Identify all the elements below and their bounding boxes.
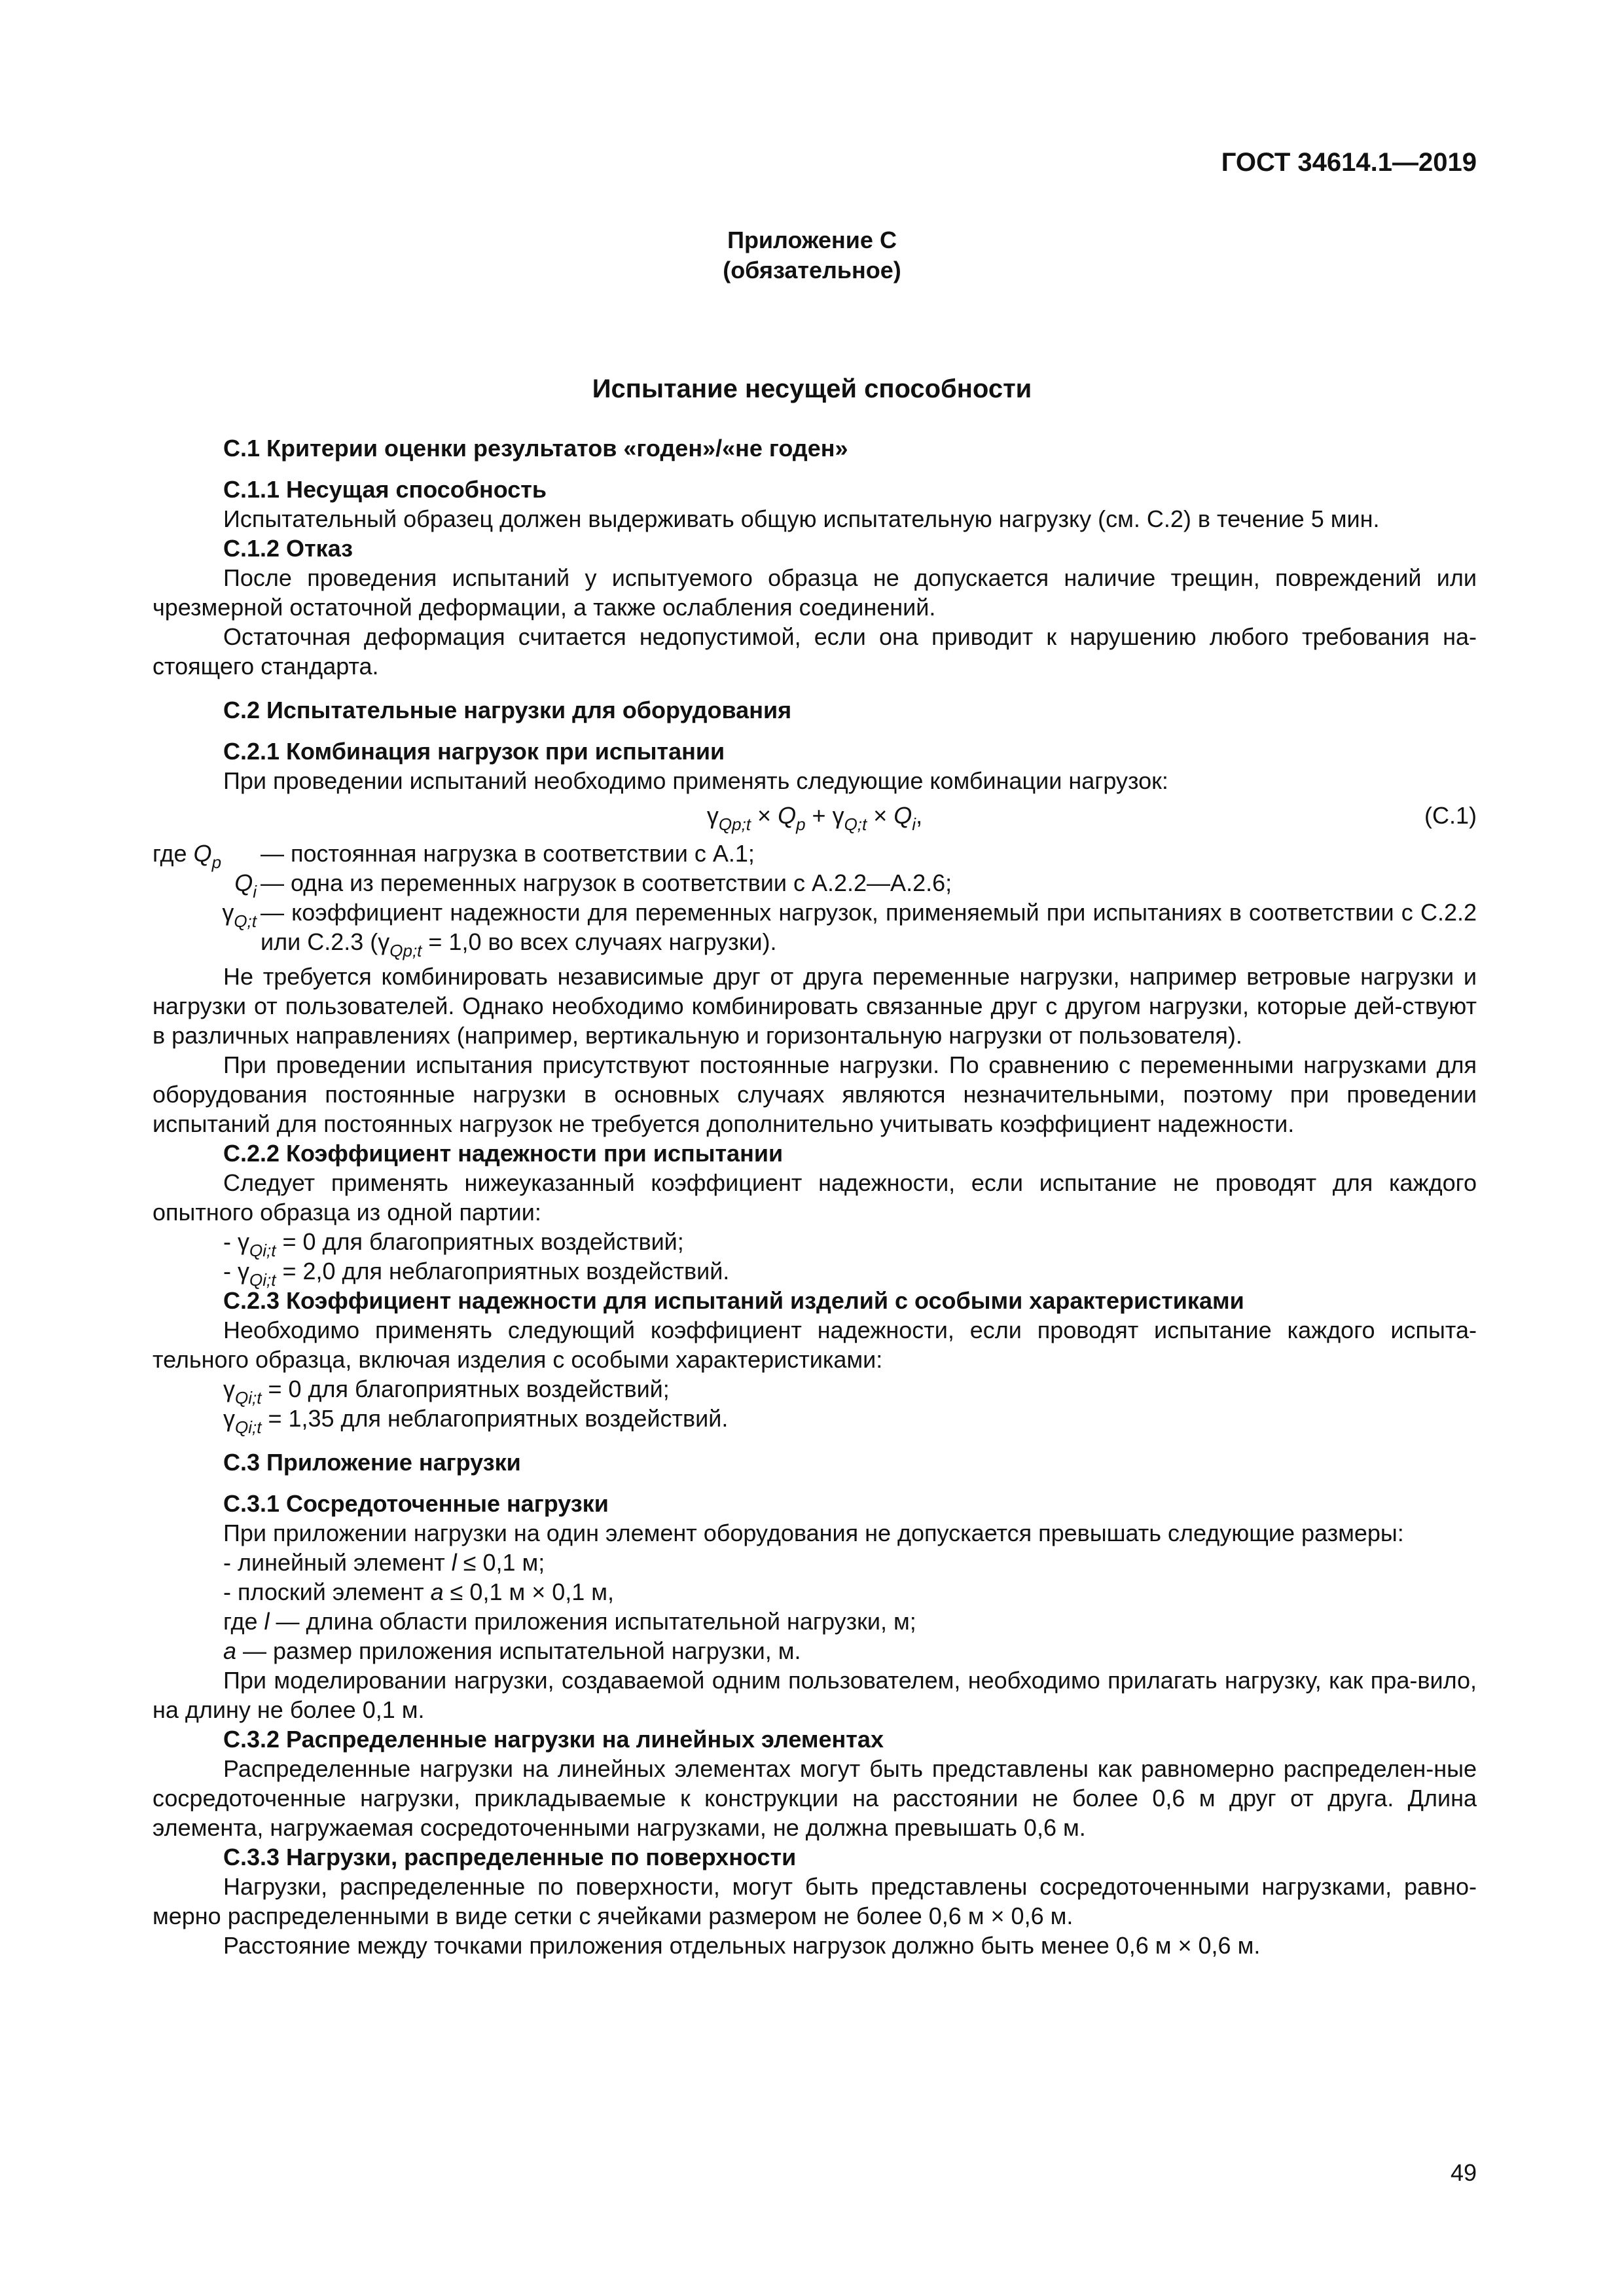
subsection-heading-c12: С.1.2 Отказ <box>223 535 353 562</box>
paragraph: Не требуется комбинировать независимые друг от друга переменные нагрузки, например ветровые нагрузки и нагрузки от пользователей. Однако необходимо комбинировать связанные друг с другом нагрузки, которые дей-ствуют в различных направлениях (например, вертикальную и горизонтальную нагрузки от пользователя). <box>153 963 1477 1049</box>
list-item: - линейный элемент l ≤ 0,1 м; <box>223 1549 545 1576</box>
paragraph: При проведении испытания присутствуют постоянные нагрузки. По сравнению с переменными нагрузками для оборудования постоянные нагрузки в основных случаях являются незначительными, поэтому при проведении испытаний для постоянных нагрузок не требуется дополнительно учитывать коэффициент надежности. <box>153 1051 1477 1137</box>
subsection-heading-c21: С.2.1 Комбинация нагрузок при испытании <box>223 738 725 765</box>
formula-legend-item: где $Q_p$ — постоянная нагрузка в соответствии с А.1; <box>153 840 755 872</box>
page-title: Испытание несущей способности <box>592 374 1032 403</box>
paragraph: После проведения испытаний у испытуемого образца не допускается наличие трещин, повреждений или чрезмерной остаточной деформации, а также ослабления соединений. <box>153 564 1477 621</box>
formula-legend-item: $Q_i$ — одна из переменных нагрузок в соответствии с А.2.2—А.2.6; <box>234 869 952 902</box>
subsection-heading-c32: С.3.2 Распределенные нагрузки на линейных элементах <box>223 1726 884 1753</box>
paragraph: Распределенные нагрузки на линейных элементах могут быть представлены как равномерно распределен-ные сосредоточенные нагрузки, прикладываемые к конструкции на расстоянии не более 0,6 м друг от друга. Длина элемента, нагружаемая сосредоточенными нагрузками, не должна превышать 0,6 м. <box>153 1755 1477 1841</box>
list-item: - плоский элемент a ≤ 0,1 м × 0,1 м, <box>223 1578 615 1605</box>
list-item: $\gamma_{Qi;t} = 0$ для благоприятных воздействий; <box>223 1376 670 1408</box>
paragraph: При моделировании нагрузки, создаваемой одним пользователем, необходимо прилагать нагрузку, как пра-вило, на длину не более 0,1 м. <box>153 1667 1477 1723</box>
page-number: 49 <box>1450 2159 1477 2186</box>
paragraph: Расстояние между точками приложения отдельных нагрузок должно быть менее 0,6 м × 0,6 м. <box>223 1932 1261 1959</box>
legend-line: a — размер приложения испытательной нагрузки, м. <box>223 1637 801 1664</box>
paragraph: Испытательный образец должен выдерживать общую испытательную нагрузку (см. С.2) в течение 5 мин. <box>223 505 1380 532</box>
subsection-heading-c23: С.2.3 Коэффициент надежности для испытаний изделий с особыми характеристиками <box>223 1287 1244 1314</box>
list-item: - $\gamma_{Qi;t} = 0$ для благоприятных воздействий; <box>223 1228 684 1260</box>
section-heading-c1: С.1 Критерии оценки результатов «годен»/«не годен» <box>223 435 848 462</box>
subsection-heading-c31: С.3.1 Сосредоточенные нагрузки <box>223 1490 609 1517</box>
paragraph: Нагрузки, распределенные по поверхности, могут быть представлены сосредоточенными нагрузками, равно-мерно распределенными в виде сетки с ячейками размером не более 0,6 м × 0,6 м. <box>153 1873 1477 1929</box>
formula-number: (С.1) <box>1424 802 1477 829</box>
paragraph: Необходимо применять следующий коэффициент надежности, если проводят испытание каждого испыта-тельного образца, включая изделия с особыми характеристиками: <box>153 1317 1477 1373</box>
subsection-heading-c33: С.3.3 Нагрузки, распределенные по поверхности <box>223 1844 797 1870</box>
legend-line: где l — длина области приложения испытательной нагрузки, м; <box>223 1608 916 1635</box>
paragraph: Остаточная деформация считается недопустимой, если она приводит к нарушению любого требования на-стоящего стандарта. <box>153 623 1477 680</box>
paragraph: Следует применять нижеуказанный коэффициент надежности, если испытание не проводят для каждого опытного образца из одной партии: <box>153 1169 1477 1226</box>
list-item: - $\gamma_{Qi;t} = 2,0$ для неблагоприятных воздействий. <box>223 1258 730 1290</box>
formula-legend-item: $\gamma_{Q;t}$ — коэффициент надежности для переменных нагрузок, применяемый при испытаниях в соответствии с С.2.2 или С.2.3 ($\gamma_{Qp;t} = 1,0$ во всех случаях нагрузки). <box>222 899 1477 960</box>
paragraph: При приложении нагрузки на один элемент оборудования не допускается превышать следующие размеры: <box>223 1520 1404 1546</box>
subsection-heading-c22: С.2.2 Коэффициент надежности при испытании <box>223 1140 784 1167</box>
section-heading-c3: С.3 Приложение нагрузки <box>223 1449 521 1476</box>
section-heading-c2: С.2 Испытательные нагрузки для оборудования <box>223 697 792 723</box>
subsection-heading-c11: С.1.1 Несущая способность <box>223 476 547 503</box>
appendix-status: (обязательное) <box>723 257 901 283</box>
appendix-label: Приложение С <box>727 227 897 253</box>
list-item: $\gamma_{Qi;t} = 1,35$ для неблагоприятных воздействий. <box>223 1405 729 1437</box>
formula-expression: $\gamma_{Qp;t} \times Q_p + \gamma_{Q;t} \times Q_i$, <box>706 802 923 834</box>
formula-c1 <box>153 799 1477 839</box>
standard-designation: ГОСТ 34614.1—2019 <box>1221 148 1477 177</box>
document-body <box>153 433 1477 1960</box>
paragraph: При проведении испытаний необходимо применять следующие комбинации нагрузок: <box>223 767 1168 794</box>
